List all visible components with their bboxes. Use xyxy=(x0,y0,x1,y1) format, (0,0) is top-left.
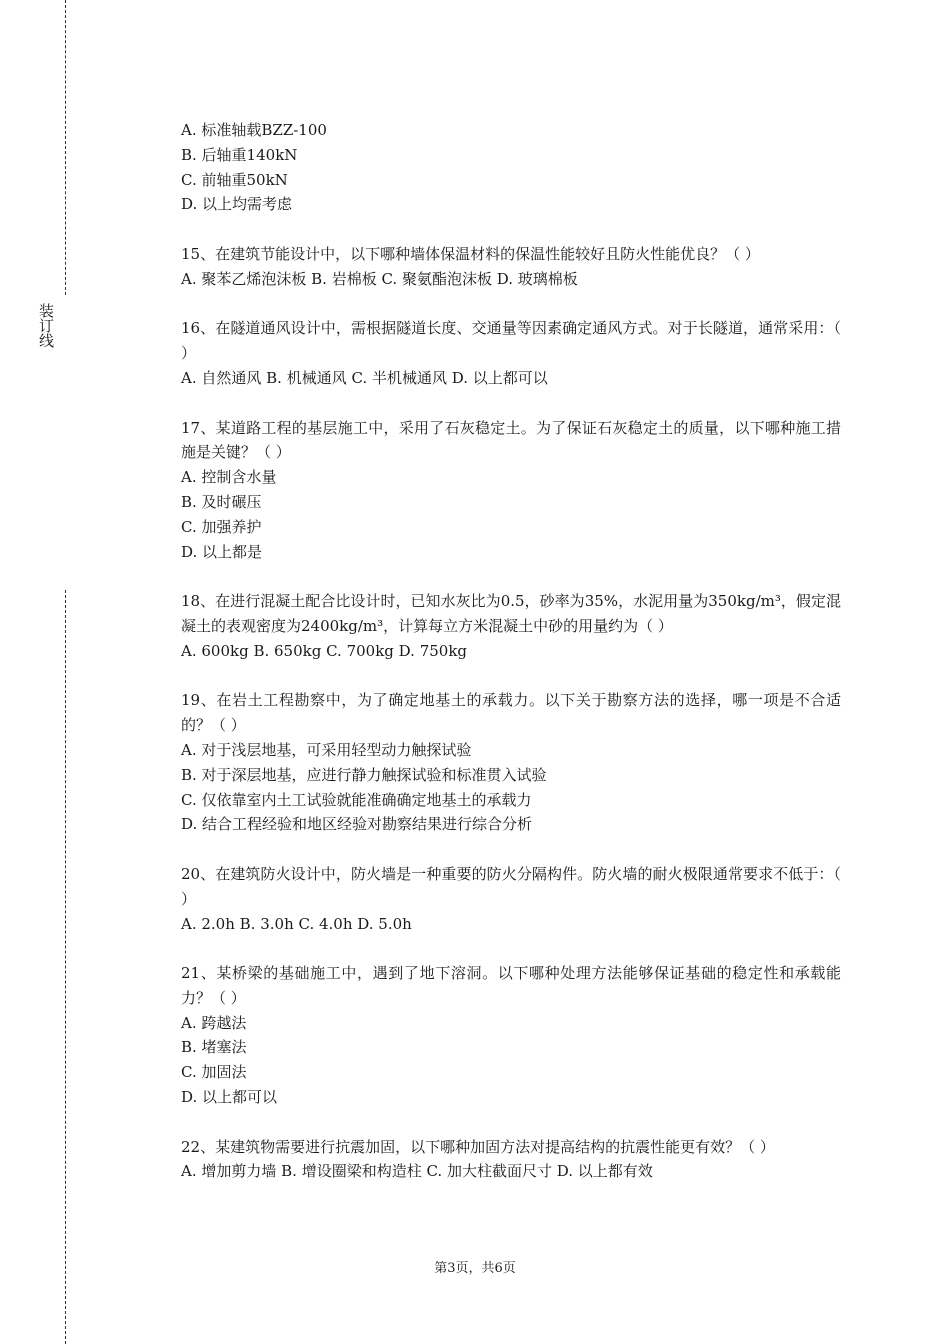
question-text: 15、在建筑节能设计中，以下哪种墙体保温材料的保温性能较好且防火性能优良？（ ） xyxy=(181,244,760,263)
question-block xyxy=(181,1135,841,1185)
answer-option: C. 加强养护 xyxy=(181,517,262,536)
question-text: 19、在岩土工程勘察中，为了确定地基土的承载力。以下关于勘察方法的选择，哪一项是不合适的？（ ） xyxy=(181,691,841,735)
question-text: 16、在隧道通风设计中，需根据隧道长度、交通量等因素确定通风方式。对于长隧道，通常采用：（ ） xyxy=(181,319,841,363)
answer-option: A. 增加剪力墙 B. 增设圈梁和构造柱 C. 加大柱截面尺寸 D. 以上都有效 xyxy=(181,1162,653,1181)
question-text: 20、在建筑防火设计中，防火墙是一种重要的防火分隔构件。防火墙的耐火极限通常要求不低于：（ ） xyxy=(181,864,841,908)
binding-label: 装订线 xyxy=(37,303,55,348)
answer-option: B. 堵塞法 xyxy=(181,1038,247,1057)
answer-option: A. 2.0h B. 3.0h C. 4.0h D. 5.0h xyxy=(181,914,412,933)
answer-option: D. 以上都可以 xyxy=(181,1088,278,1107)
question-block xyxy=(181,118,841,217)
question-text: 22、某建筑物需要进行抗震加固，以下哪种加固方法对提高结构的抗震性能更有效？（ ） xyxy=(181,1137,775,1156)
answer-option: B. 对于深层地基，应进行静力触探试验和标准贯入试验 xyxy=(181,765,547,784)
answer-option: D. 以上均需考虑 xyxy=(181,195,293,214)
answer-option: D. 结合工程经验和地区经验对勘察结果进行综合分析 xyxy=(181,815,533,834)
answer-option: B. 后轴重140kN xyxy=(181,145,298,164)
answer-option: A. 控制含水量 xyxy=(181,468,277,487)
answer-option: A. 聚苯乙烯泡沫板 B. 岩棉板 C. 聚氨酯泡沫板 D. 玻璃棉板 xyxy=(181,269,578,288)
question-block xyxy=(181,416,841,565)
answer-option: A. 600kg B. 650kg C. 700kg D. 750kg xyxy=(181,641,468,660)
question-text: 21、某桥梁的基础施工中，遇到了地下溶洞。以下哪种处理方法能够保证基础的稳定性和承载能力？（ ） xyxy=(181,964,841,1007)
answer-option: B. 及时碾压 xyxy=(181,492,262,511)
answer-option: C. 加固法 xyxy=(181,1063,247,1082)
question-block xyxy=(181,961,841,1110)
answer-option: A. 跨越法 xyxy=(181,1013,247,1032)
question-text: 18、在进行混凝土配合比设计时，已知水灰比为0.5，砂率为35%，水泥用量为350kg/m³，假定混凝土的表观密度为2400kg/m³，计算每立方米混凝土中砂的用量约为（ ） xyxy=(181,592,841,635)
question-block xyxy=(181,589,841,663)
binding-dashed-line-top xyxy=(65,0,66,295)
answer-option: A. 自然通风 B. 机械通风 C. 半机械通风 D. 以上都可以 xyxy=(181,368,548,387)
question-block xyxy=(181,242,841,292)
question-block xyxy=(181,316,841,390)
question-block xyxy=(181,688,841,837)
question-text: 17、某道路工程的基层施工中，采用了石灰稳定土。为了保证石灰稳定土的质量，以下哪种施工措施是关键？（ ） xyxy=(181,418,841,462)
question-block xyxy=(181,862,841,936)
answer-option: D. 以上都是 xyxy=(181,542,263,561)
answer-option: A. 标准轴载BZZ-100 xyxy=(181,121,327,139)
exam-content xyxy=(181,118,841,1184)
answer-option: A. 对于浅层地基，可采用轻型动力触探试验 xyxy=(181,740,472,759)
answer-option: C. 仅依靠室内土工试验就能准确确定地基土的承载力 xyxy=(181,790,532,809)
binding-dashed-line-bottom xyxy=(65,590,66,1344)
page-footer: 第3页，共6页 xyxy=(434,1261,516,1276)
answer-option: C. 前轴重50kN xyxy=(181,170,288,189)
